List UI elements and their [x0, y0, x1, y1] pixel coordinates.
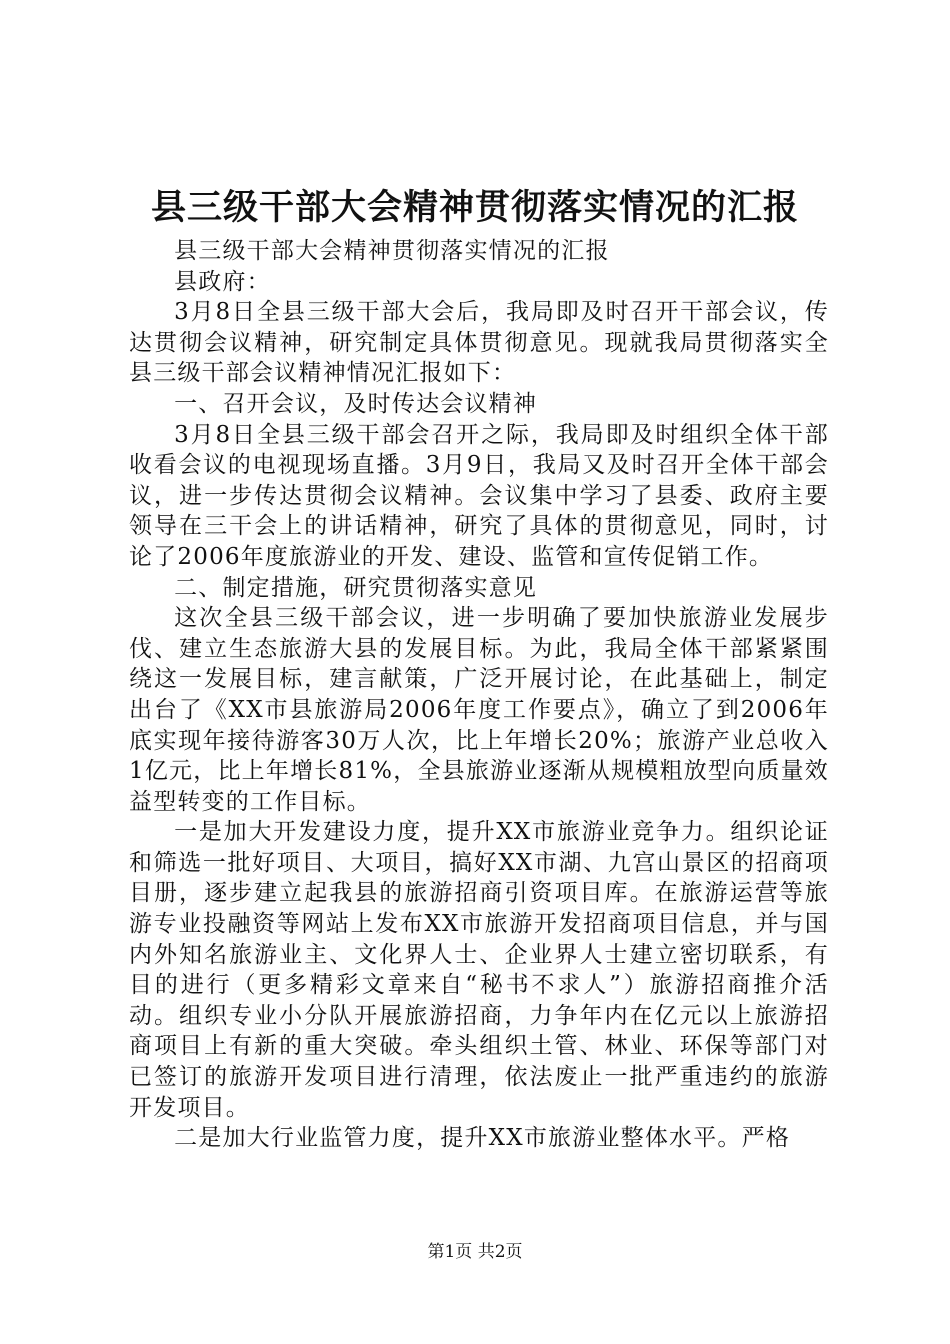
paragraph-intro: 3月8日全县三级干部大会后，我局即及时召开干部会议，传达贯彻会议精神，研究制定具体贯彻意见。现就我局贯彻落实全县三级干部会议精神情况汇报如下： — [129, 299, 829, 387]
paragraph-section-1: 3月8日全县三级干部会召开之际，我局即及时组织全体干部收看会议的电视现场直播。3月9日，我局又及时召开全体干部会议，进一步传达贯彻会议精神。会议集中学习了县委、政府主要领导在三干会上的讲话精神，研究了具体的贯彻意见，同时，讨论了2006年度旅游业的开发、建设、监管和宣传促销工作。 — [129, 421, 829, 570]
paragraph-salutation: 县政府： — [174, 268, 271, 295]
document-body — [129, 236, 829, 1154]
page-footer: 第1页 共2页 — [427, 1242, 523, 1262]
section-heading-2: 二、制定措施，研究贯彻落实意见 — [174, 574, 538, 601]
paragraph-measure-1: 一是加大开发建设力度，提升XX市旅游业竞争力。组织论证和筛选一批好项目、大项目，搞好XX市湖、九宫山景区的招商项目册，逐步建立起我县的旅游招商引资项目库。在旅游运营等旅游专业投融资等网站上发布XX市旅游开发招商项目信息，并与国内外知名旅游业主、文化界人士、企业界人士建立密切联系，有目的进行（更多精彩文章来自“秘书不求人”）旅游招商推介活动。组织专业小分队开展旅游招商，力争年内在亿元以上旅游招商项目上有新的重大突破。牵头组织土管、林业、环保等部门对已签订的旅游开发项目进行清理，依法废止一批严重违约的旅游开发项目。 — [129, 819, 829, 1121]
paragraph-measure-2: 二是加大行业监管力度，提升XX市旅游业整体水平。严格 — [174, 1125, 791, 1152]
paragraph-subtitle: 县三级干部大会精神贯彻落实情况的汇报 — [174, 238, 610, 264]
document-title: 县三级干部大会精神贯彻落实情况的汇报 — [150, 187, 799, 228]
paragraph-section-2: 这次全县三级干部会议，进一步明确了要加快旅游业发展步伐、建立生态旅游大县的发展目标。为此，我局全体干部紧紧围绕这一发展目标，建言献策，广泛开展讨论，在此基础上，制定出台了《XX市县旅游局2006年度工作要点》，确立了到2006年底实现年接待游客30万人次，比上年增长20%；旅游产业总收入1亿元，比上年增长81%，全县旅游业逐渐从规模粗放型向质量效益型转变的工作目标。 — [129, 605, 829, 815]
section-heading-1: 一、召开会议，及时传达会议精神 — [174, 390, 538, 417]
